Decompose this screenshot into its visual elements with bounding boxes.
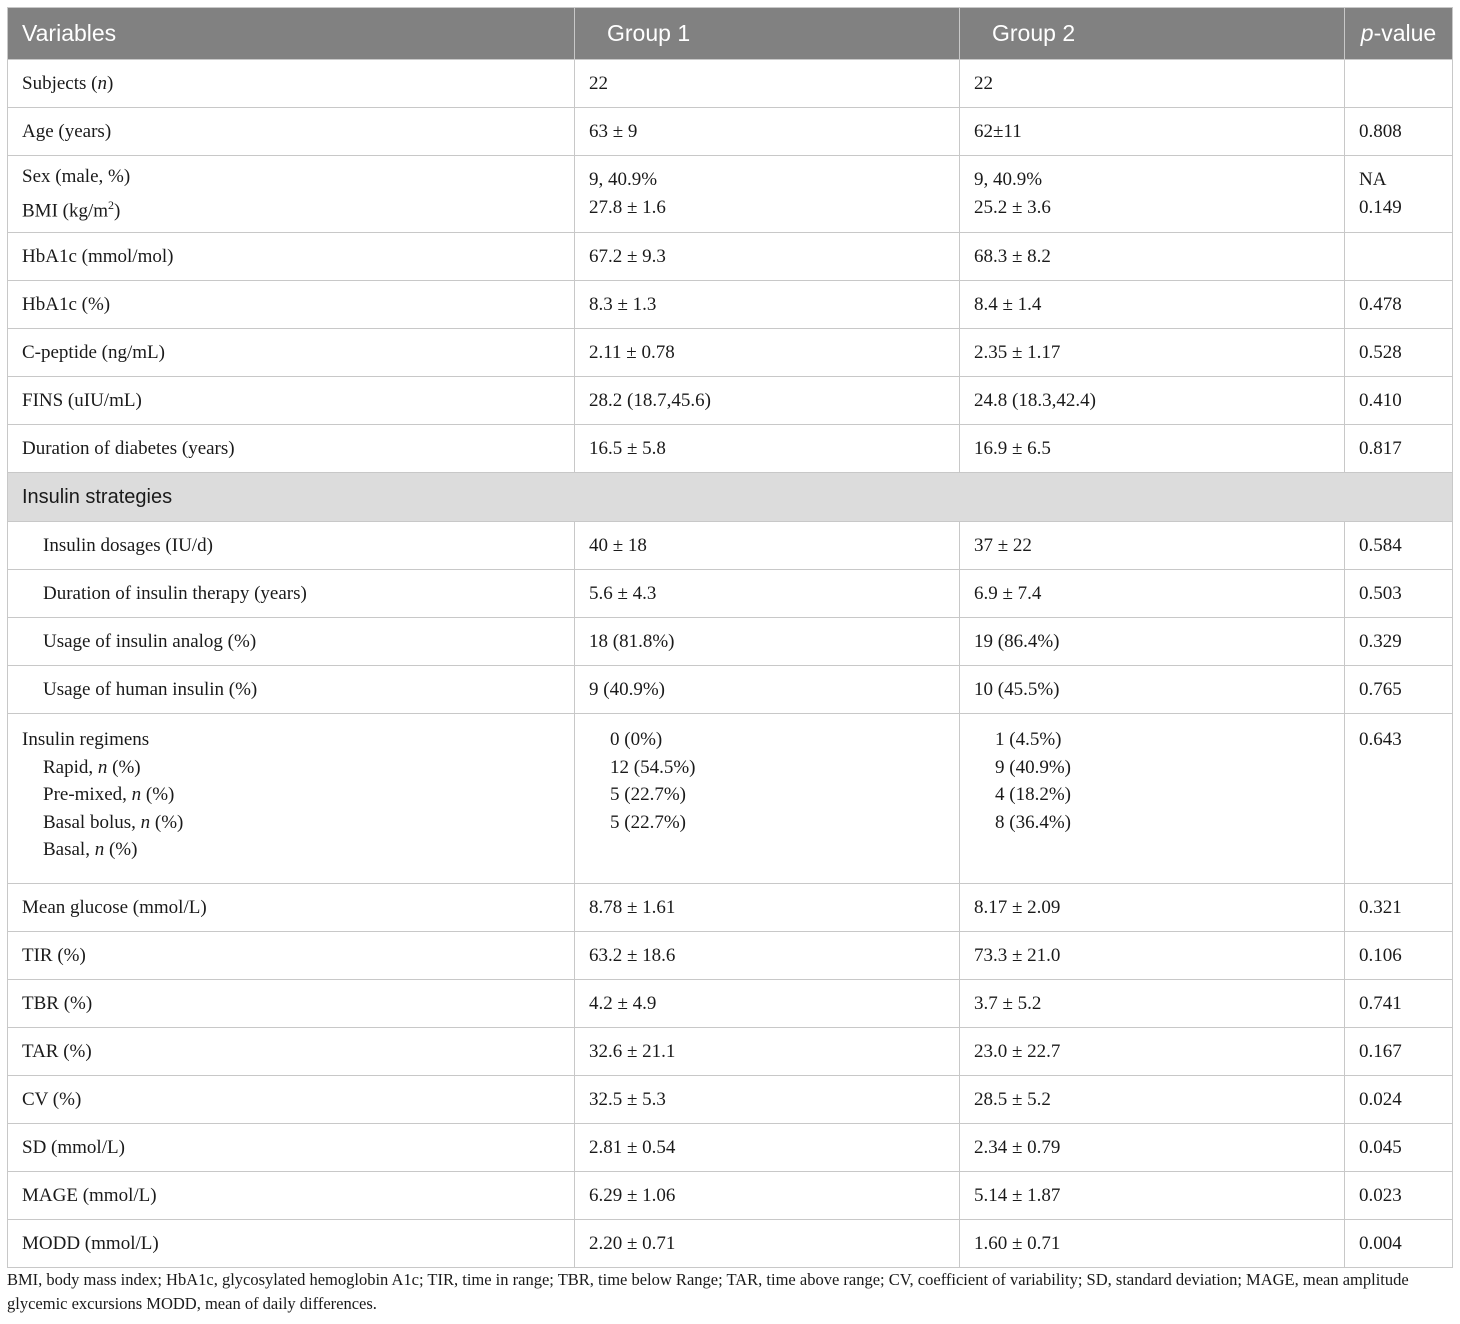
p-value: 0.024: [1345, 1076, 1453, 1124]
p-value: 0.643: [1345, 714, 1453, 884]
table-row: [8, 108, 1453, 156]
row-label: TBR (%): [8, 980, 575, 1028]
row-label: MAGE (mmol/L): [8, 1172, 575, 1220]
p-value: 0.329: [1345, 618, 1453, 666]
group-1-value: 16.5 ± 5.8: [575, 425, 960, 473]
row-label: SD (mmol/L): [8, 1124, 575, 1172]
row-label: HbA1c (mmol/mol): [8, 233, 575, 281]
group-2-value: 73.3 ± 21.0: [960, 932, 1345, 980]
p-value: 0.167: [1345, 1028, 1453, 1076]
p-value: 0.817: [1345, 425, 1453, 473]
p-value: 0.004: [1345, 1220, 1453, 1268]
group-2-value: 8.4 ± 1.4: [960, 281, 1345, 329]
regimen-rapid-label: Rapid, n (%): [43, 756, 141, 778]
group-2-value: 3.7 ± 5.2: [960, 980, 1345, 1028]
group-2-value: 1.60 ± 0.71: [960, 1220, 1345, 1268]
group-2-value: 1 (4.5%) 9 (40.9%) 4 (18.2%) 8 (36.4%): [960, 714, 1345, 884]
table-row-insulin-regimens: [8, 714, 1453, 884]
group-1-value: 22: [575, 60, 960, 108]
regimen-basal-bolus-label: Basal bolus, n (%): [43, 811, 184, 833]
table-row: [8, 377, 1453, 425]
row-label: Duration of diabetes (years): [8, 425, 575, 473]
p-value: 0.478: [1345, 281, 1453, 329]
group-1-value: 18 (81.8%): [575, 618, 960, 666]
row-label: TIR (%): [8, 932, 575, 980]
table-row: [8, 329, 1453, 377]
group-2-value: 10 (45.5%): [960, 666, 1345, 714]
table-row: [8, 1172, 1453, 1220]
group-2-value: 24.8 (18.3,42.4): [960, 377, 1345, 425]
group-1-value: 4.2 ± 4.9: [575, 980, 960, 1028]
group-1-value: 2.11 ± 0.78: [575, 329, 960, 377]
baseline-characteristics-table: [7, 7, 1453, 1268]
group-1-value: 9 (40.9%): [575, 666, 960, 714]
header-variables: Variables: [8, 8, 575, 60]
group-2-value: 6.9 ± 7.4: [960, 570, 1345, 618]
p-value: NA 0.149: [1345, 156, 1453, 233]
group-2-value: 28.5 ± 5.2: [960, 1076, 1345, 1124]
group-2-value: 5.14 ± 1.87: [960, 1172, 1345, 1220]
header-group-2: Group 2: [960, 8, 1345, 60]
row-label: Mean glucose (mmol/L): [8, 884, 575, 932]
p-value: 0.528: [1345, 329, 1453, 377]
p-value: 0.023: [1345, 1172, 1453, 1220]
group-2-value: 37 ± 22: [960, 522, 1345, 570]
group-1-value: 32.6 ± 21.1: [575, 1028, 960, 1076]
group-1-value: 2.81 ± 0.54: [575, 1124, 960, 1172]
regimen-basal-label: Basal, n (%): [43, 839, 138, 860]
bmi-label: BMI $(kg/m^2)$: [22, 197, 121, 222]
group-2-value: 19 (86.4%): [960, 618, 1345, 666]
row-label: [8, 714, 575, 884]
group-1-value: 2.20 ± 0.71: [575, 1220, 960, 1268]
group-2-value: 23.0 ± 22.7: [960, 1028, 1345, 1076]
row-label: Subjects (n): [8, 60, 575, 108]
table-row: [8, 570, 1453, 618]
row-label: Usage of insulin analog (%): [8, 618, 575, 666]
table-footnote: BMI, body mass index; HbA1c, glycosylated hemoglobin A1c; TIR, time in range; TBR, time below Range; TAR, time above range; CV, coefficient of variability; SD, standard deviation; MAGE, mean amplitude glycemic excursions MODD, mean of daily differences.: [7, 1270, 1409, 1313]
regimen-premixed-label: Pre-mixed, n (%): [43, 784, 175, 805]
row-label: CV (%): [8, 1076, 575, 1124]
p-value: [1345, 233, 1453, 281]
table-row: [8, 1220, 1453, 1268]
header-row: [8, 8, 1453, 60]
row-label: Usage of human insulin (%): [8, 666, 575, 714]
group-1-value: 28.2 (18.7,45.6): [575, 377, 960, 425]
group-2-value: 16.9 ± 6.5: [960, 425, 1345, 473]
group-1-value: 5.6 ± 4.3: [575, 570, 960, 618]
p-value: 0.045: [1345, 1124, 1453, 1172]
group-2-value: 9, 40.9% 25.2 ± 3.6: [960, 156, 1345, 233]
p-value: 0.765: [1345, 666, 1453, 714]
table-row: [8, 522, 1453, 570]
group-2-value: 62±11: [960, 108, 1345, 156]
table-row: [8, 618, 1453, 666]
p-value: [1345, 60, 1453, 108]
table-row: [8, 1124, 1453, 1172]
header-p-value: p-value: [1345, 8, 1453, 60]
group-2-value: 2.34 ± 0.79: [960, 1124, 1345, 1172]
p-value: 0.410: [1345, 377, 1453, 425]
table-row: [8, 1076, 1453, 1124]
table-row: [8, 1028, 1453, 1076]
p-value: 0.808: [1345, 108, 1453, 156]
group-2-value: 22: [960, 60, 1345, 108]
header-group-1: Group 1: [575, 8, 960, 60]
table-row: [8, 884, 1453, 932]
row-label: Age (years): [8, 108, 575, 156]
section-title: Insulin strategies: [8, 473, 1453, 522]
group-2-value: 2.35 ± 1.17: [960, 329, 1345, 377]
table-row: [8, 233, 1453, 281]
row-label: Insulin dosages (IU/d): [8, 522, 575, 570]
p-value: 0.321: [1345, 884, 1453, 932]
table-row: [8, 932, 1453, 980]
group-1-value: 32.5 ± 5.3: [575, 1076, 960, 1124]
row-label: FINS (uIU/mL): [8, 377, 575, 425]
group-2-value: 8.17 ± 2.09: [960, 884, 1345, 932]
group-1-value: 9, 40.9% 27.8 ± 1.6: [575, 156, 960, 233]
group-1-value: 8.78 ± 1.61: [575, 884, 960, 932]
p-value: 0.106: [1345, 932, 1453, 980]
row-label: MODD (mmol/L): [8, 1220, 575, 1268]
row-label: TAR (%): [8, 1028, 575, 1076]
regimens-title: Insulin regimens: [22, 729, 150, 750]
section-row-insulin-strategies: [8, 473, 1453, 522]
group-1-value: 67.2 ± 9.3: [575, 233, 960, 281]
row-label: HbA1c (%): [8, 281, 575, 329]
sex-label: Sex (male, %): [22, 165, 131, 187]
p-value: 0.503: [1345, 570, 1453, 618]
group-2-value: 68.3 ± 8.2: [960, 233, 1345, 281]
row-label: Duration of insulin therapy (years): [8, 570, 575, 618]
p-value: 0.741: [1345, 980, 1453, 1028]
table-row-sex-bmi: [8, 156, 1453, 233]
row-label: [8, 156, 575, 233]
row-label: C-peptide (ng/mL): [8, 329, 575, 377]
group-1-value: 0 (0%) 12 (54.5%) 5 (22.7%) 5 (22.7%): [575, 714, 960, 884]
table-row: [8, 980, 1453, 1028]
group-1-value: 40 ± 18: [575, 522, 960, 570]
group-1-value: 63 ± 9: [575, 108, 960, 156]
p-value: 0.584: [1345, 522, 1453, 570]
group-1-value: 63.2 ± 18.6: [575, 932, 960, 980]
group-1-value: 6.29 ± 1.06: [575, 1172, 960, 1220]
table-row: [8, 60, 1453, 108]
group-1-value: 8.3 ± 1.3: [575, 281, 960, 329]
table-row: [8, 425, 1453, 473]
table-row: [8, 281, 1453, 329]
table-row: [8, 666, 1453, 714]
